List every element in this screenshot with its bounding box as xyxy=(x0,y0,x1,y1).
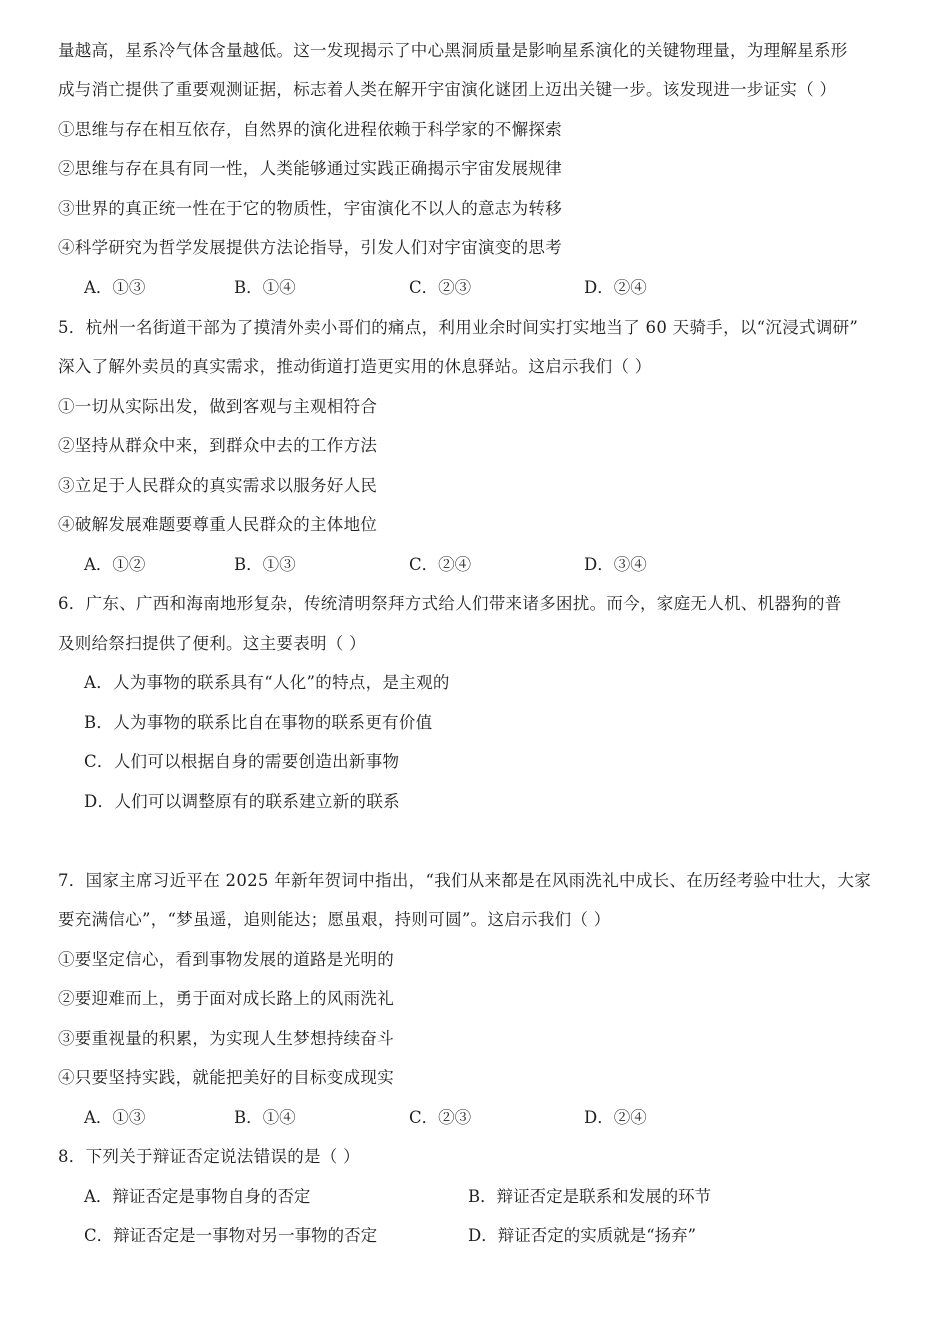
q8-option-a[interactable]: A．辩证否定是事物自身的否定 xyxy=(84,1187,311,1206)
q6-option-a[interactable]: A．人为事物的联系具有“人化”的特点，是主观的 xyxy=(84,673,450,692)
q7-statement-3: ③要重视量的积累，为实现人生梦想持续奋斗 xyxy=(58,1029,394,1048)
q8-stem: 8．下列关于辩证否定说法错误的是（ ） xyxy=(58,1147,360,1166)
q7-stem-line1: 7．国家主席习近平在 2025 年新年贺词中指出，“我们从来都是在风雨洗礼中成长、在历经考验中壮大，大家 xyxy=(58,871,872,890)
q7-statement-2: ②要迎难而上，勇于面对成长路上的风雨洗礼 xyxy=(58,989,394,1008)
q4-option-d[interactable]: D．②④ xyxy=(584,278,647,297)
q4-statement-1: ①思维与存在相互依存，自然界的演化进程依赖于科学家的不懈探索 xyxy=(58,120,562,139)
q5-stem-line2: 深入了解外卖员的真实需求，推动街道打造更实用的休息驿站。这启示我们（ ） xyxy=(58,357,652,376)
q8-options-row1 xyxy=(0,1186,950,1208)
q5-statement-4: ④破解发展难题要尊重人民群众的主体地位 xyxy=(58,515,378,534)
q4-statement-4: ④科学研究为哲学发展提供方法论指导，引发人们对宇宙演变的思考 xyxy=(58,238,562,257)
q4-option-b[interactable]: B．①④ xyxy=(234,278,296,297)
q8-option-c[interactable]: C．辩证否定是一事物对另一事物的否定 xyxy=(84,1226,378,1245)
q8-option-d[interactable]: D．辩证否定的实质就是“扬弃” xyxy=(468,1226,697,1245)
q7-options xyxy=(0,1107,950,1129)
q6-option-c[interactable]: C．人们可以根据自身的需要创造出新事物 xyxy=(84,752,400,771)
q7-option-c[interactable]: C．②③ xyxy=(409,1108,472,1127)
q4-statement-3: ③世界的真正统一性在于它的物质性，宇宙演化不以人的意志为转移 xyxy=(58,199,562,218)
q5-option-a[interactable]: A．①② xyxy=(84,555,146,574)
q6-stem-line1: 6．广东、广西和海南地形复杂，传统清明祭拜方式给人们带来诸多困扰。而今，家庭无人机、机器狗的普 xyxy=(58,594,842,613)
q5-statement-3: ③立足于人民群众的真实需求以服务好人民 xyxy=(58,476,378,495)
q7-stem-line2: 要充满信心”，“梦虽遥，追则能达；愿虽艰，持则可圆”。这启示我们（ ） xyxy=(58,910,611,929)
q4-option-a[interactable]: A．①③ xyxy=(84,278,146,297)
q4-stem-line1: 量越高，星系冷气体含量越低。这一发现揭示了中心黑洞质量是影响星系演化的关键物理量，为理解星系形 xyxy=(58,41,848,60)
q4-statement-2: ②思维与存在具有同一性，人类能够通过实践正确揭示宇宙发展规律 xyxy=(58,159,562,178)
q5-option-c[interactable]: C．②④ xyxy=(409,555,472,574)
q5-option-b[interactable]: B．①③ xyxy=(234,555,296,574)
q5-statement-2: ②坚持从群众中来，到群众中去的工作方法 xyxy=(58,436,378,455)
q5-option-d[interactable]: D．③④ xyxy=(584,555,647,574)
q8-options-row2 xyxy=(0,1225,950,1247)
q7-option-b[interactable]: B．①④ xyxy=(234,1108,296,1127)
q7-statement-1: ①要坚定信心，看到事物发展的道路是光明的 xyxy=(58,950,394,969)
q5-options xyxy=(0,554,950,576)
q6-stem-line2: 及则给祭扫提供了便利。这主要表明（ ） xyxy=(58,634,366,653)
q4-options xyxy=(0,277,950,299)
q7-option-d[interactable]: D．②④ xyxy=(584,1108,647,1127)
q4-option-c[interactable]: C．②③ xyxy=(409,278,472,297)
q5-stem-line1: 5．杭州一名街道干部为了摸清外卖小哥们的痛点，利用业余时间实打实地当了 60 天骑手，以“沉浸式调研” xyxy=(58,318,859,337)
q6-option-b[interactable]: B．人为事物的联系比自在事物的联系更有价值 xyxy=(84,713,433,732)
q5-statement-1: ①一切从实际出发，做到客观与主观相符合 xyxy=(58,397,378,416)
q6-option-d[interactable]: D．人们可以调整原有的联系建立新的联系 xyxy=(84,792,400,811)
q7-statement-4: ④只要坚持实践，就能把美好的目标变成现实 xyxy=(58,1068,394,1087)
q8-option-b[interactable]: B．辩证否定是联系和发展的环节 xyxy=(468,1187,712,1206)
q7-option-a[interactable]: A．①③ xyxy=(84,1108,146,1127)
q4-stem-line2: 成与消亡提供了重要观测证据，标志着人类在解开宇宙演化谜团上迈出关键一步。该发现进一步证实（ ） xyxy=(58,80,837,99)
